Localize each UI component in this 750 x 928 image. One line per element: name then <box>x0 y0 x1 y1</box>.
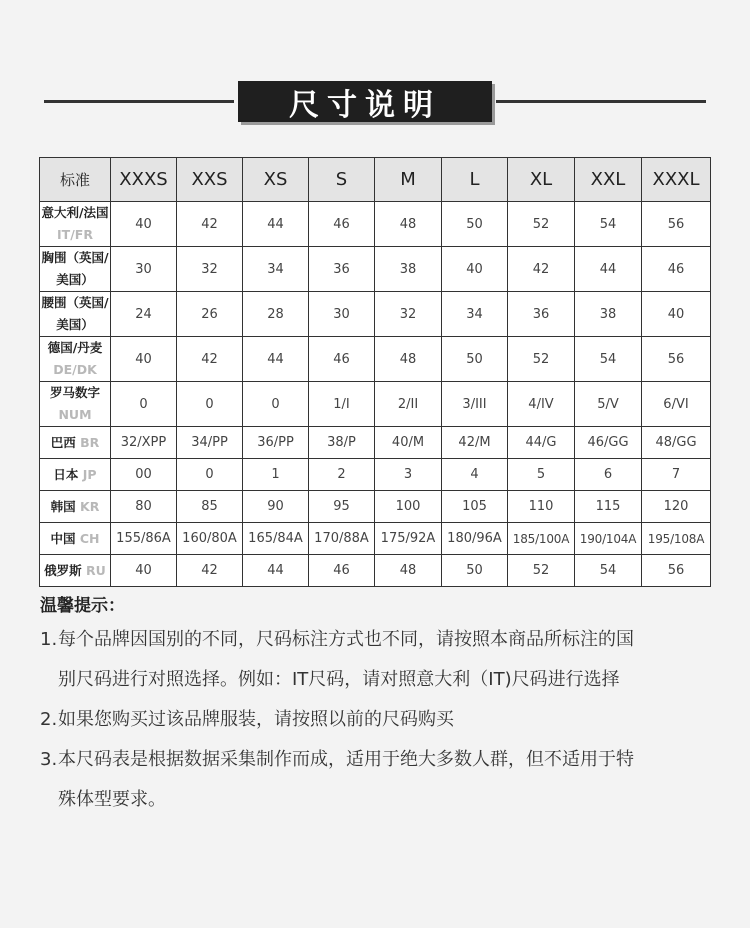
size-value-cell: 190/104A <box>575 523 642 555</box>
table-header-row <box>40 158 711 202</box>
size-value-cell: 95 <box>309 491 375 523</box>
tip-text-line: 别尺码进行对照选择。例如：IT尺码，请对照意大利（IT)尺码进行选择 <box>58 669 620 690</box>
section-title <box>0 78 750 126</box>
tip-number: 1. <box>40 629 58 650</box>
header-cell-size: XXXL <box>642 158 711 202</box>
size-value-cell: 46 <box>642 247 711 292</box>
row-label <box>40 247 111 292</box>
header-cell-standard: 标准 <box>40 158 111 202</box>
row-label <box>40 459 111 491</box>
table-row <box>40 337 711 382</box>
size-value-cell: 5/V <box>575 382 642 427</box>
size-value-cell: 32 <box>177 247 243 292</box>
size-value-cell: 52 <box>508 555 575 587</box>
size-value-cell: 48 <box>375 202 442 247</box>
tip-text-line: 殊体型要求。 <box>58 789 166 810</box>
table-row <box>40 247 711 292</box>
size-value-cell: 52 <box>508 337 575 382</box>
size-value-cell: 26 <box>177 292 243 337</box>
header-cell-size: L <box>442 158 508 202</box>
tip-number: 3. <box>40 749 58 770</box>
size-value-cell: 30 <box>111 247 177 292</box>
header-cell-size: XL <box>508 158 575 202</box>
size-value-cell: 46 <box>309 337 375 382</box>
size-value-cell: 44 <box>243 337 309 382</box>
row-label <box>40 491 111 523</box>
size-value-cell: 54 <box>575 337 642 382</box>
row-label-name: 胸围（英国/美国） <box>41 250 109 287</box>
header-cell-size: XXS <box>177 158 243 202</box>
page-title: 尺寸说明 <box>238 81 492 122</box>
size-value-cell: 110 <box>508 491 575 523</box>
tip-item <box>40 740 710 820</box>
row-label-code: CH <box>79 530 100 546</box>
size-value-cell: 32/XPP <box>111 427 177 459</box>
size-value-cell: 50 <box>442 555 508 587</box>
table-row <box>40 382 711 427</box>
size-value-cell: 50 <box>442 337 508 382</box>
size-value-cell: 4/IV <box>508 382 575 427</box>
row-label-name: 俄罗斯 <box>44 562 82 578</box>
row-label <box>40 523 111 555</box>
tips-list <box>40 620 710 820</box>
table-row <box>40 202 711 247</box>
row-label-name: 中国 <box>50 530 76 546</box>
size-value-cell: 46 <box>309 555 375 587</box>
size-value-cell: 34 <box>442 292 508 337</box>
size-value-cell: 42 <box>177 337 243 382</box>
header-cell-size: XXL <box>575 158 642 202</box>
size-value-cell: 36 <box>309 247 375 292</box>
row-label-code: NUM <box>58 407 92 422</box>
row-label <box>40 292 111 337</box>
size-value-cell: 0 <box>111 382 177 427</box>
size-value-cell: 3 <box>375 459 442 491</box>
tip-text-line: 如果您购买过该品牌服装，请按照以前的尺码购买 <box>58 709 454 730</box>
size-value-cell: 80 <box>111 491 177 523</box>
size-value-cell: 50 <box>442 202 508 247</box>
size-value-cell: 0 <box>243 382 309 427</box>
size-value-cell: 165/84A <box>243 523 309 555</box>
row-label-name: 巴西 <box>50 434 76 450</box>
size-value-cell: 24 <box>111 292 177 337</box>
size-value-cell: 1 <box>243 459 309 491</box>
size-value-cell: 56 <box>642 337 711 382</box>
row-label-code: RU <box>86 562 106 578</box>
size-value-cell: 46 <box>309 202 375 247</box>
header-cell-size: S <box>309 158 375 202</box>
size-value-cell: 120 <box>642 491 711 523</box>
size-value-cell: 54 <box>575 555 642 587</box>
size-value-cell: 85 <box>177 491 243 523</box>
row-label <box>40 337 111 382</box>
size-value-cell: 155/86A <box>111 523 177 555</box>
size-value-cell: 5 <box>508 459 575 491</box>
size-value-cell: 100 <box>375 491 442 523</box>
size-value-cell: 38 <box>575 292 642 337</box>
row-label <box>40 382 111 427</box>
row-label <box>40 202 111 247</box>
size-value-cell: 40 <box>111 337 177 382</box>
size-value-cell: 1/I <box>309 382 375 427</box>
row-label-code: JP <box>82 466 97 482</box>
size-value-cell: 48 <box>375 555 442 587</box>
size-value-cell: 36/PP <box>243 427 309 459</box>
row-label-name: 韩国 <box>50 498 76 514</box>
size-value-cell: 42 <box>177 202 243 247</box>
row-label-name: 德国/丹麦 <box>47 340 103 355</box>
size-value-cell: 56 <box>642 202 711 247</box>
header-cell-size: XXXS <box>111 158 177 202</box>
size-value-cell: 34/PP <box>177 427 243 459</box>
size-value-cell: 36 <box>508 292 575 337</box>
size-value-cell: 90 <box>243 491 309 523</box>
tip-item <box>40 700 710 740</box>
size-value-cell: 42/M <box>442 427 508 459</box>
size-value-cell: 105 <box>442 491 508 523</box>
size-value-cell: 00 <box>111 459 177 491</box>
size-value-cell: 46/GG <box>575 427 642 459</box>
row-label-name: 意大利/法国 <box>41 205 109 220</box>
size-value-cell: 48/GG <box>642 427 711 459</box>
table-row <box>40 427 711 459</box>
table-row <box>40 459 711 491</box>
size-value-cell: 32 <box>375 292 442 337</box>
tip-text-line: 本尺码表是根据数据采集制作而成，适用于绝大多数人群，但不适用于特 <box>58 749 634 770</box>
row-label-code: KR <box>80 498 100 514</box>
size-value-cell: 195/108A <box>642 523 711 555</box>
size-value-cell: 44 <box>243 555 309 587</box>
tips-section <box>40 592 710 820</box>
title-divider-right <box>496 100 706 103</box>
row-label <box>40 427 111 459</box>
size-value-cell: 42 <box>508 247 575 292</box>
size-value-cell: 175/92A <box>375 523 442 555</box>
size-value-cell: 115 <box>575 491 642 523</box>
size-value-cell: 4 <box>442 459 508 491</box>
size-value-cell: 3/III <box>442 382 508 427</box>
size-value-cell: 160/80A <box>177 523 243 555</box>
size-value-cell: 0 <box>177 382 243 427</box>
row-label-code: DE/DK <box>53 362 97 377</box>
size-value-cell: 42 <box>177 555 243 587</box>
header-cell-size: M <box>375 158 442 202</box>
size-value-cell: 44/G <box>508 427 575 459</box>
size-value-cell: 38 <box>375 247 442 292</box>
row-label <box>40 555 111 587</box>
row-label-name: 罗马数字 <box>49 385 100 400</box>
size-value-cell: 34 <box>243 247 309 292</box>
row-label-name: 日本 <box>53 466 79 482</box>
size-value-cell: 48 <box>375 337 442 382</box>
size-value-cell: 40 <box>442 247 508 292</box>
tip-text-line: 每个品牌因国别的不同，尺码标注方式也不同，请按照本商品所标注的国 <box>58 629 634 650</box>
size-value-cell: 56 <box>642 555 711 587</box>
size-value-cell: 40 <box>642 292 711 337</box>
size-value-cell: 40/M <box>375 427 442 459</box>
size-value-cell: 44 <box>575 247 642 292</box>
row-label-name: 腰围（英国/美国） <box>41 295 109 332</box>
tip-item <box>40 620 710 700</box>
size-value-cell: 44 <box>243 202 309 247</box>
table-row <box>40 292 711 337</box>
size-value-cell: 0 <box>177 459 243 491</box>
size-value-cell: 40 <box>111 202 177 247</box>
size-value-cell: 2 <box>309 459 375 491</box>
size-value-cell: 54 <box>575 202 642 247</box>
header-cell-size: XS <box>243 158 309 202</box>
size-value-cell: 52 <box>508 202 575 247</box>
size-value-cell: 28 <box>243 292 309 337</box>
size-value-cell: 30 <box>309 292 375 337</box>
tips-heading: 温馨提示： <box>40 596 125 616</box>
size-value-cell: 7 <box>642 459 711 491</box>
title-divider-left <box>44 100 234 103</box>
size-value-cell: 6/VI <box>642 382 711 427</box>
size-value-cell: 38/P <box>309 427 375 459</box>
size-value-cell: 6 <box>575 459 642 491</box>
table-row <box>40 555 711 587</box>
table-row <box>40 491 711 523</box>
size-value-cell: 2/II <box>375 382 442 427</box>
table-row <box>40 523 711 555</box>
row-label-code: BR <box>80 434 100 450</box>
size-value-cell: 185/100A <box>508 523 575 555</box>
size-value-cell: 180/96A <box>442 523 508 555</box>
size-value-cell: 40 <box>111 555 177 587</box>
size-chart-table <box>39 157 711 587</box>
tip-number: 2. <box>40 709 58 730</box>
size-value-cell: 170/88A <box>309 523 375 555</box>
row-label-code: IT/FR <box>57 227 93 242</box>
